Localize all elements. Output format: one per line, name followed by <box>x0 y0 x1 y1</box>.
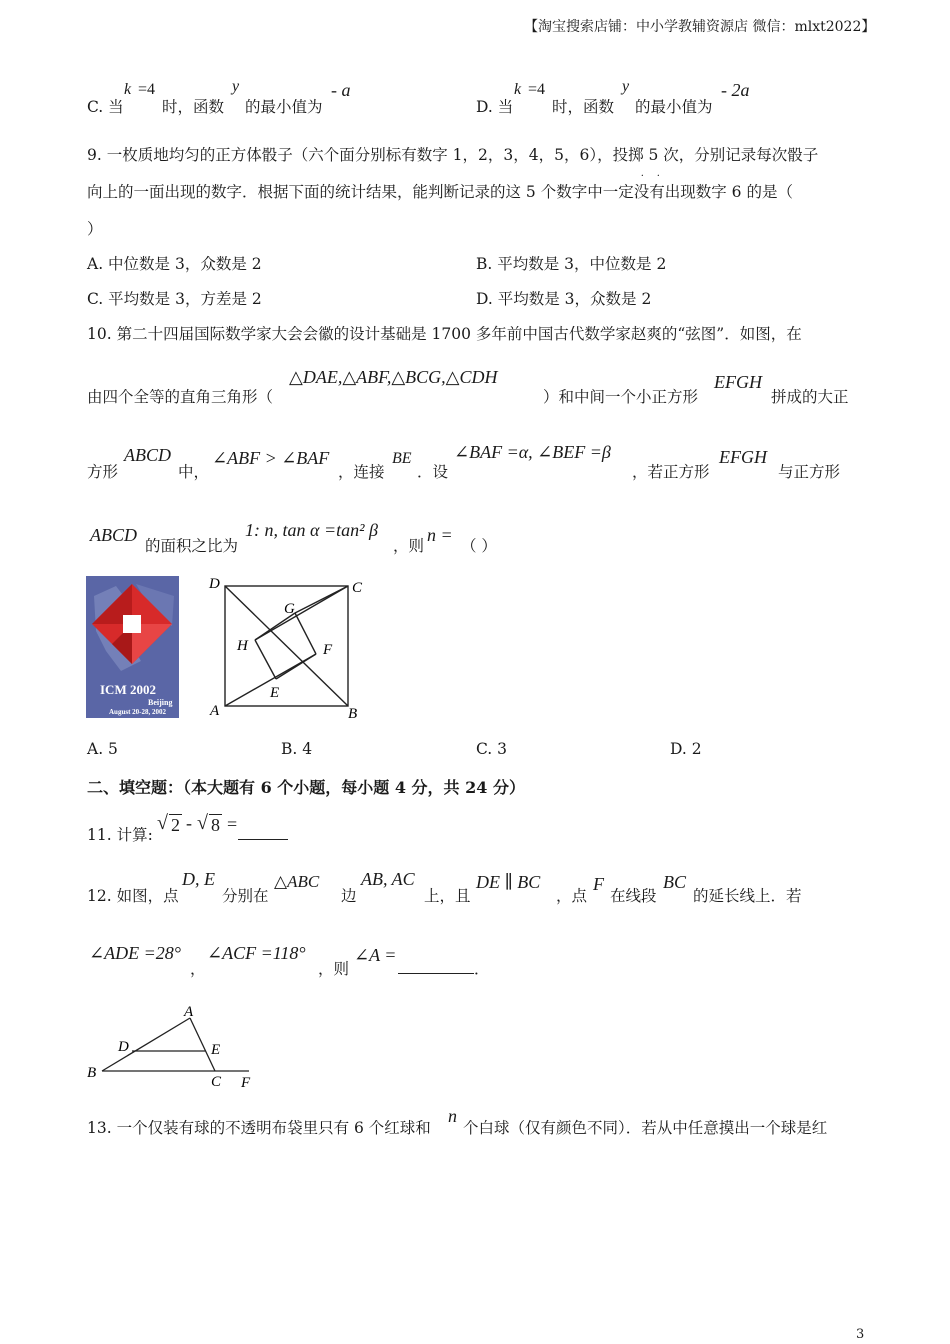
q9-line-2: 向上的一面出现的数字．根据下面的统计结果，能判断记录的这 5 个数字中一定没有 · · 出现数字 6 的是（ <box>87 171 793 201</box>
diagram-label-a: A <box>210 703 220 719</box>
diagram-label-h: H <box>237 638 248 654</box>
fig-label-d: D <box>118 1039 129 1055</box>
page-number: 3 <box>856 1327 865 1342</box>
sqrt-icon: √ <box>197 812 208 834</box>
sqrt-icon: √ <box>157 812 168 834</box>
q9-option-c: C. 平均数是 3，方差是 2 <box>87 290 262 308</box>
q9-line-3: ） <box>87 220 103 238</box>
diagram-label-d: D <box>209 576 220 592</box>
q9-option-b: B. 平均数是 3，中位数是 2 <box>476 255 667 273</box>
q10-option-d: D. 2 <box>670 740 702 758</box>
fig-label-e: E <box>211 1042 221 1058</box>
answer-blank[interactable] <box>398 956 474 974</box>
q10-line-1: 10. 第二十四届国际数学家大会会徽的设计基础是 1700 多年前中国古代数学家赵爽的“弦图”．如图，在 <box>87 325 802 343</box>
q9-line-1: 9. 一枚质地均匀的正方体骰子（六个面分别标有数字 1，2，3，4，5，6），投掷 5 次，分别记录每次骰子 <box>87 146 819 164</box>
diagram-label-c: C <box>352 580 363 596</box>
icm-logo-title: ICM 2002 <box>100 682 156 697</box>
emphasis-dots: 没有 · · <box>633 171 665 201</box>
diagram-label-b: B <box>348 706 358 722</box>
icm-logo-date: August 20-28, 2002 <box>109 708 166 716</box>
hypotenuse-diagram <box>200 572 370 724</box>
fig-label-c: C <box>211 1074 222 1090</box>
answer-blank[interactable] <box>238 822 288 840</box>
fig-label-b: B <box>87 1065 97 1081</box>
icm-2002-logo <box>86 576 179 718</box>
q9-option-a: A. 中位数是 3，众数是 2 <box>87 255 262 273</box>
q10-option-c: C. 3 <box>476 740 508 758</box>
q9-option-d: D. 平均数是 3，众数是 2 <box>476 290 652 308</box>
diagram-label-f: F <box>323 642 333 658</box>
section-title: 二、填空题：（本大题有 6 个小题，每小题 4 分，共 24 分） <box>87 778 525 797</box>
q10-option-a: A. 5 <box>87 740 118 758</box>
diagram-label-g: G <box>284 601 295 617</box>
icm-logo-city: Beijing <box>148 698 173 707</box>
fig-label-a: A <box>184 1004 194 1020</box>
triangle-diagram <box>84 1000 264 1092</box>
fig-label-f: F <box>241 1075 251 1091</box>
diagram-label-e: E <box>270 685 280 701</box>
q10-option-b: B. 4 <box>281 740 313 758</box>
header-text: 【淘宝搜索店铺：中小学教辅资源店 微信：mlxt2022】 <box>524 19 876 35</box>
